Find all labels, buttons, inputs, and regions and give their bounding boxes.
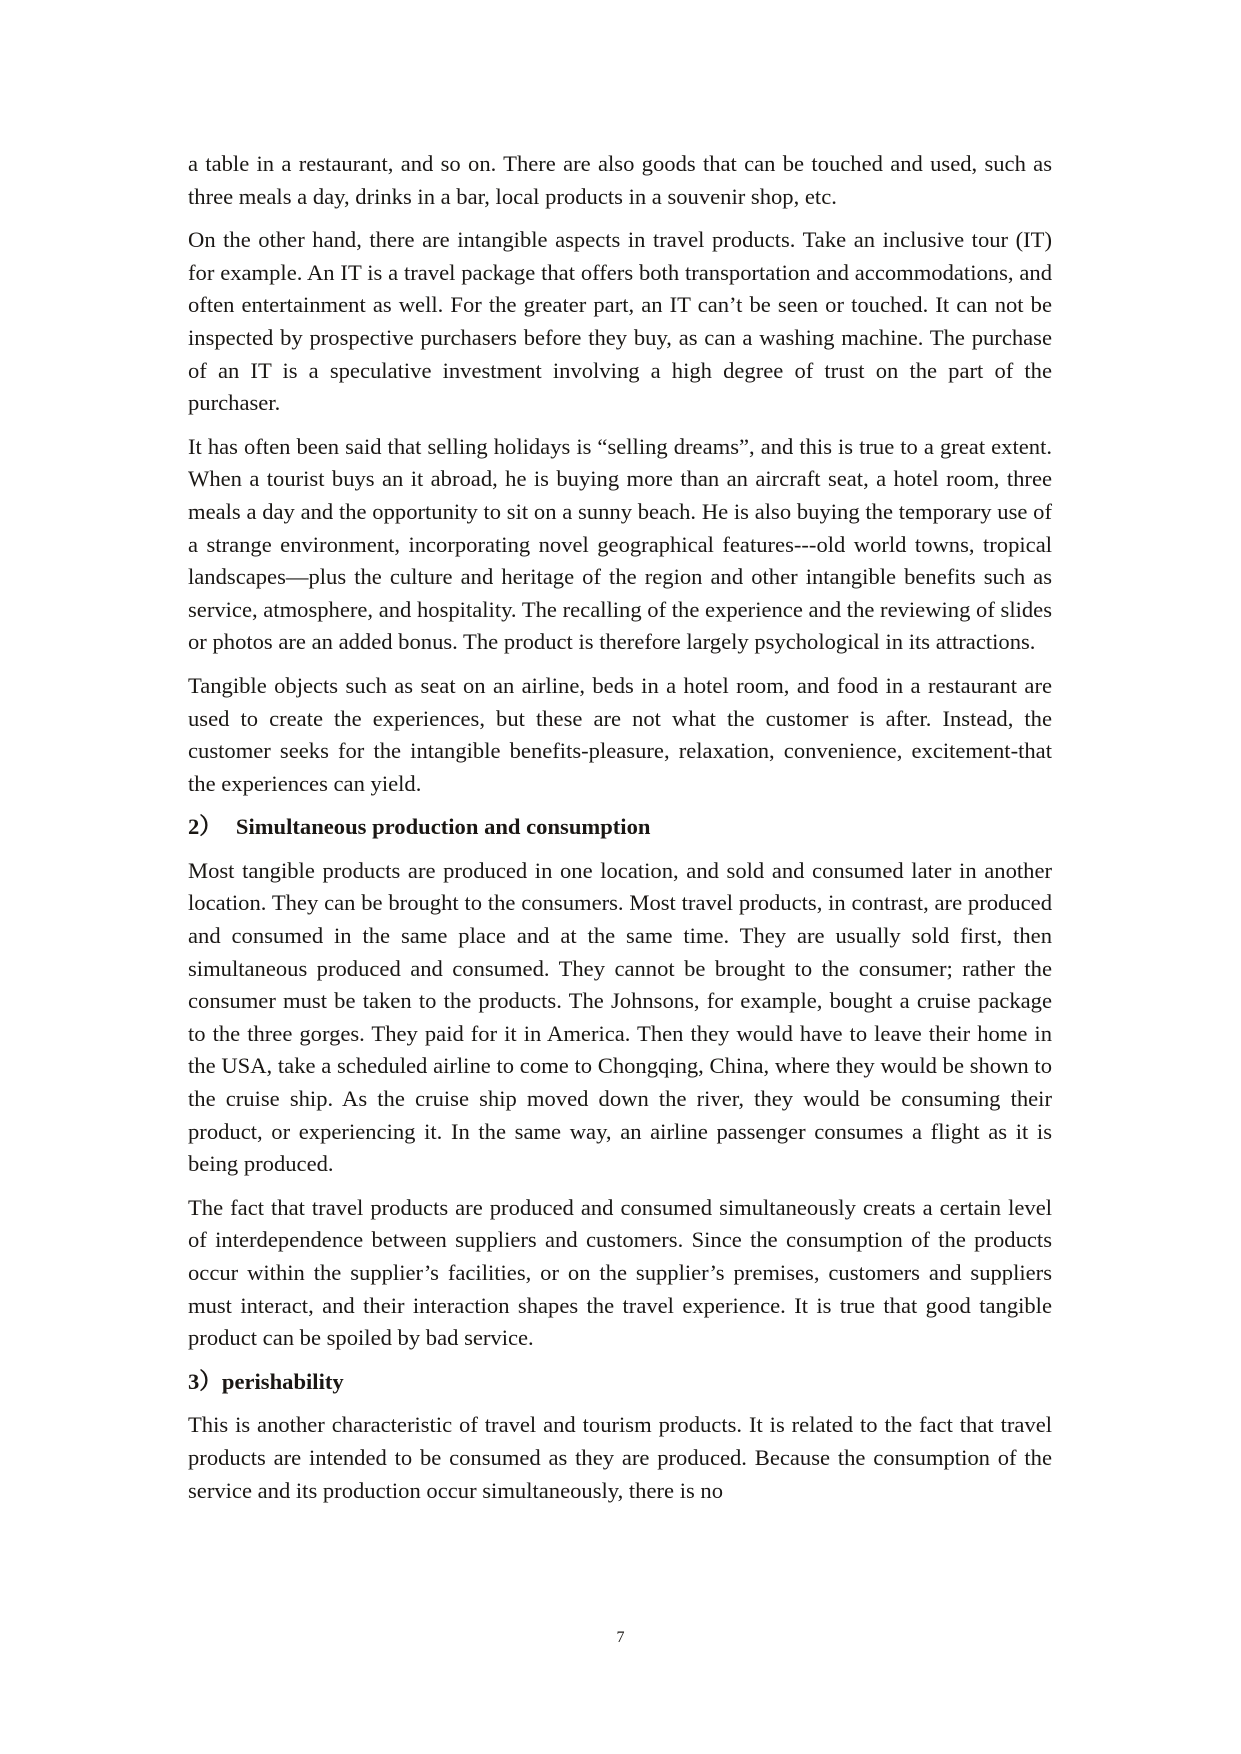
paragraph-continued-tangible-goods: a table in a restaurant, and so on. There are also goods that can be touched and used, such as three meals a day, drinks in a bar, local products in a souvenir shop, etc.	[188, 151, 1052, 209]
section-heading-perishability	[188, 1366, 1052, 1399]
paragraph-tangible-objects: Tangible objects such as seat on an airline, beds in a hotel room, and food in a restaurant are used to create the experiences, but these are not what the customer is after. Instead, the customer seeks for the intangible benefits-pleasure, relaxation, convenience, excitement-that the experiences can yield.	[188, 672, 1052, 796]
section-number: 2）	[188, 814, 222, 840]
page-number: 7	[616, 1629, 625, 1646]
paragraph-interdependence: The fact that travel products are produced and consumed simultaneously creats a certain level of interdependence between suppliers and customers. Since the consumption of the products occur within the supplier’s facilities, or on the supplier’s premises, customers and suppliers must interact, and their interaction shapes the travel experience. It is true that good tangible product can be spoiled by bad service.	[188, 1194, 1052, 1351]
paragraph-production-location: Most tangible products are produced in one location, and sold and consumed later in another location. They can be brought to the consumers. Most travel products, in contrast, are produced and consumed in the same place and at the same time. They are usually sold first, then simultaneous produced and consumed. They cannot be brought to the consumer; rather the consumer must be taken to the products. The Johnsons, for example, bought a cruise package to the three gorges. They paid for it in America. Then they would have to leave their home in the USA, take a scheduled airline to come to Chongqing, China, where they would be shown to the cruise ship. As the cruise ship moved down the river, they would be consuming their product, or experiencing it. In the same way, an airline passenger consumes a flight as it is being produced.	[188, 857, 1052, 1177]
section-heading-simultaneous-production	[188, 811, 1052, 844]
section-number: 3）	[188, 1368, 222, 1394]
page-body	[188, 148, 1052, 1518]
paragraph-intangible-aspects: On the other hand, there are intangible aspects in travel products. Take an inclusive tour (IT) for example. An IT is a travel package that offers both transportation and accommodations, and often entertainment as well. For the greater part, an IT can’t be seen or touched. It can not be inspected by prospective purchasers before they buy, as can a washing machine. The purchase of an IT is a speculative investment involving a high degree of trust on the part of the purchaser.	[188, 227, 1052, 416]
section-title: Simultaneous production and consumption	[235, 814, 651, 840]
section-title: perishability	[221, 1368, 344, 1394]
paragraph-perishability: This is another characteristic of travel and tourism products. It is related to the fact that travel products are intended to be consumed as they are produced. Because the consumption of the service and its production occur simultaneously, there is no	[188, 1412, 1052, 1503]
paragraph-selling-dreams: It has often been said that selling holidays is “selling dreams”, and this is true to a great extent. When a tourist buys an it abroad, he is buying more than an aircraft seat, a hotel room, three meals a day and the opportunity to sit on a sunny beach. He is also buying the temporary use of a strange environment, incorporating novel geographical features---old world towns, tropical landscapes—plus the culture and heritage of the region and other intangible benefits such as service, atmosphere, and hospitality. The recalling of the experience and the reviewing of slides or photos are an added bonus. The product is therefore largely psychological in its attractions.	[188, 433, 1052, 655]
